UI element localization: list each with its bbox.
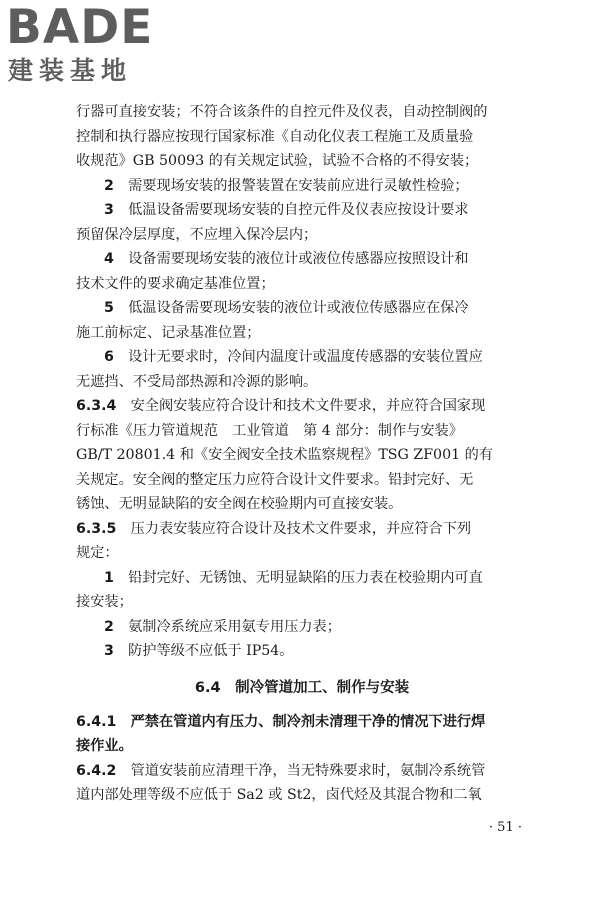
clause-6-3-4: 6.3.4 安全阀安装应符合设计和技术文件要求，并应符合国家现 [76, 398, 486, 414]
list-item: 3 防护等级不应低于 IP54。 [104, 643, 294, 659]
body-line: 收规范》GB 50093 的有关规定试验，试验不合格的不得安装； [76, 153, 479, 169]
section-heading: 6.4 制冷管道加工、制作与安装 [194, 679, 410, 696]
clause-line: 行标准《压力管道规范 工业管道 第 4 部分：制作与安装》 [76, 422, 463, 439]
body-line: 控制和执行器应按现行国家标准《自动化仪表工程施工及质量验 [76, 128, 474, 145]
list-item-continued: 施工前标定、记录基准位置； [76, 324, 261, 341]
logo-mark: BADE [6, 0, 154, 55]
list-item-continued: 技术文件的要求确定基准位置； [76, 275, 275, 292]
list-item: 5 低温设备需要现场安装的液位计或液位传感器应在保冷 [104, 300, 469, 316]
list-item: 2 氨制冷系统应采用氨专用压力表； [104, 618, 341, 635]
logo [6, 0, 176, 86]
clause-line: 关规定。安全阀的整定压力应符合设计文件要求。铅封完好、无 [76, 471, 474, 488]
list-item-continued: 预留保冷层厚度，不应埋入保冷层内； [76, 226, 318, 243]
clause-line: 规定： [76, 545, 119, 561]
clause-line: 道内部处理等级不应低于 Sa2 或 St2，卤代烃及其混合物和二氧 [76, 787, 482, 803]
list-item: 6 设计无要求时，冷间内温度计或温度传感器的安装位置应 [104, 349, 483, 365]
page-number: · 51 · [488, 820, 522, 835]
clause-line: GB/T 20801.4 和《安全阀安全技术监察规程》TSG ZF001 的有 [76, 447, 494, 463]
clause-line: 接作业。 [76, 738, 133, 754]
list-item: 3 低温设备需要现场安装的自控元件及仪表应按设计要求 [104, 202, 469, 218]
clause-6-4-2: 6.4.2 管道安装前应清理干净，当无特殊要求时，氨制冷系统管 [76, 762, 486, 779]
list-item-continued: 接安装； [76, 594, 133, 610]
list-item: 4 设备需要现场安装的液位计或液位传感器应按照设计和 [104, 251, 469, 267]
list-item: 2 需要现场安装的报警装置在安装前应进行灵敏性检验； [104, 177, 469, 194]
list-item: 1 铅封完好、无锈蚀、无明显缺陷的压力表在校验期内可直 [104, 569, 483, 586]
body-line: 行器可直接安装；不符合该条件的自控元件及仪表，自动控制阀的 [76, 104, 488, 120]
clause-line: 锈蚀、无明显缺陷的安全阀在校验期内可直接安装。 [76, 496, 403, 512]
list-item-continued: 无遮挡、不受局部热源和冷源的影响。 [76, 373, 318, 390]
clause-6-3-5: 6.3.5 压力表安装应符合设计及技术文件要求，并应符合下列 [76, 520, 472, 537]
logo-subtitle: 建装基地 [8, 56, 133, 85]
clause-6-4-1: 6.4.1 严禁在管道内有压力、制冷剂未清理干净的情况下进行焊 [76, 713, 486, 730]
document-body [76, 100, 528, 808]
